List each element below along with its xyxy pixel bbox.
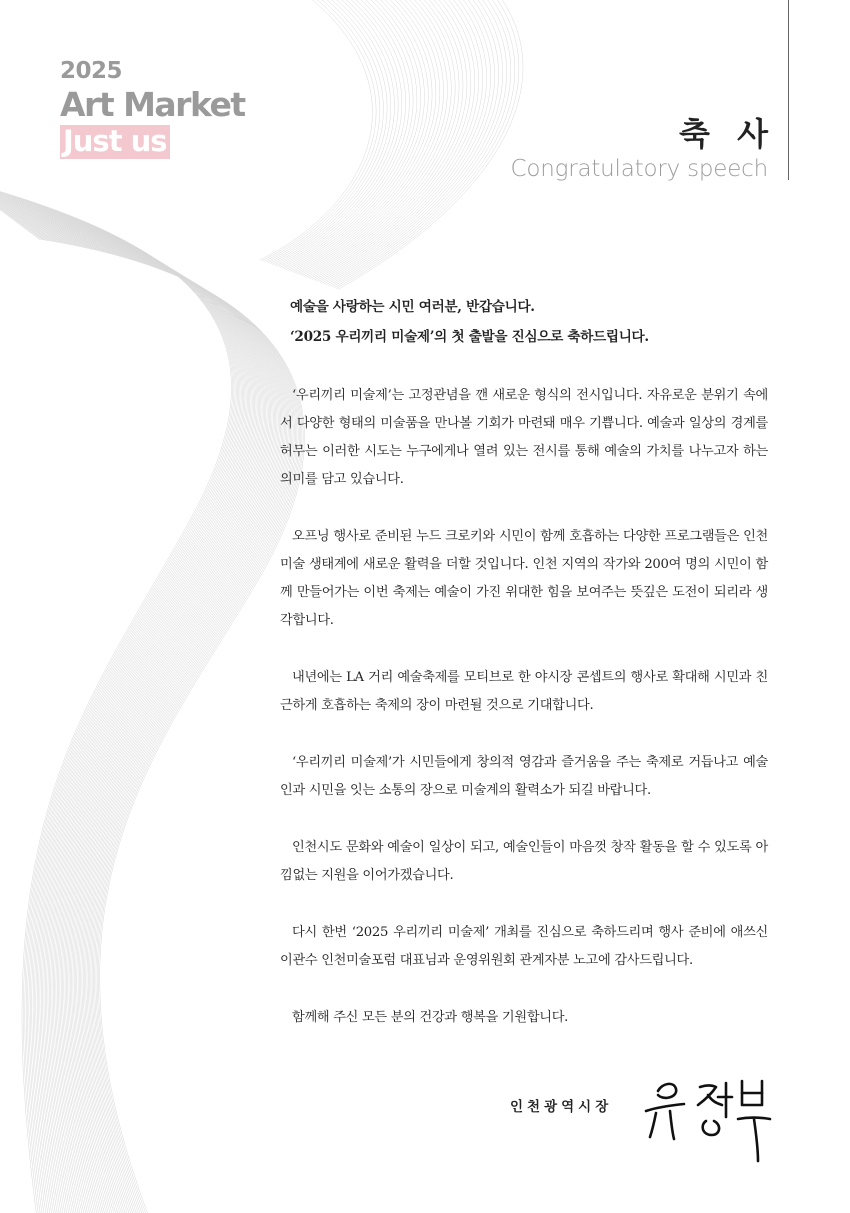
paragraph-7: 함께해 주신 모든 분의 건강과 행복을 기원합니다. [292,1010,569,1025]
paragraph-2: 오프닝 행사로 준비된 누드 크로키와 시민이 함께 호흡하는 다양한 프로그램들은 인천 미술 생태계에 새로운 활력을 더할 것입니다. 인천 지역의 작가와 200여 명의 시민이 함께 만들어가는 이번 축제는 예술이 가진 위대한 힘을 보여주는 뜻깊은 도전이 되리라 생각합니다. [280,529,768,628]
greeting-line-2: ‘2025 우리끼리 미술제’의 첫 출발을 진심으로 축하드립니다. [290,329,649,345]
speech-body [280,292,768,1032]
brand-tagline: Just us [60,125,170,159]
handwritten-signature [640,1075,780,1165]
brand-logo [60,58,245,159]
brand-title: Art Market [60,85,245,124]
paragraph-1: ‘우리끼리 미술제’는 고정관념을 깬 새로운 형식의 전시입니다. 자유로운 분위기 속에서 다양한 형태의 미술품을 만나볼 기회가 마련돼 매우 기쁩니다. 예술과 일상의 경계를 허무는 이러한 시도는 누구에게나 열려 있는 전시를 통해 예술의 가치를 나누고자 하는 의미를 담고 있습니다. [280,388,768,487]
signature-block [510,1075,780,1165]
greeting-line-1: 예술을 사랑하는 시민 여러분, 반갑습니다. [290,299,535,315]
paragraph-4: ‘우리끼리 미술제’가 시민들에게 창의적 영감과 즐거움을 주는 축제로 거듭나고 예술인과 시민을 잇는 소통의 장으로 미술계의 활력소가 되길 바랍니다. [280,755,768,798]
paragraph-5: 인천시도 문화와 예술이 일상이 되고, 예술인들이 마음껏 창작 활동을 할 수 있도록 아낌없는 지원을 이어가겠습니다. [280,840,768,883]
heading-korean: 축 사 [679,115,776,153]
paragraph-6: 다시 한번 ‘2025 우리끼리 미술제’ 개최를 진심으로 축하드리며 행사 준비에 애쓰신 이관수 인천미술포럼 대표님과 운영위원회 관계자분 노고에 감사드립니다. [280,925,768,968]
vertical-divider [788,0,789,180]
brand-year: 2025 [60,58,123,84]
signer-title: 인천광역시장 [510,1099,613,1115]
heading-english: Congratulatory speech [510,156,768,182]
paragraph-3: 내년에는 LA 거리 예술축제를 모티브로 한 야시장 콘셉트의 행사로 확대해 시민과 친근하게 호흡하는 축제의 장이 마련될 것으로 기대합니다. [280,670,768,713]
page-heading [510,114,776,184]
